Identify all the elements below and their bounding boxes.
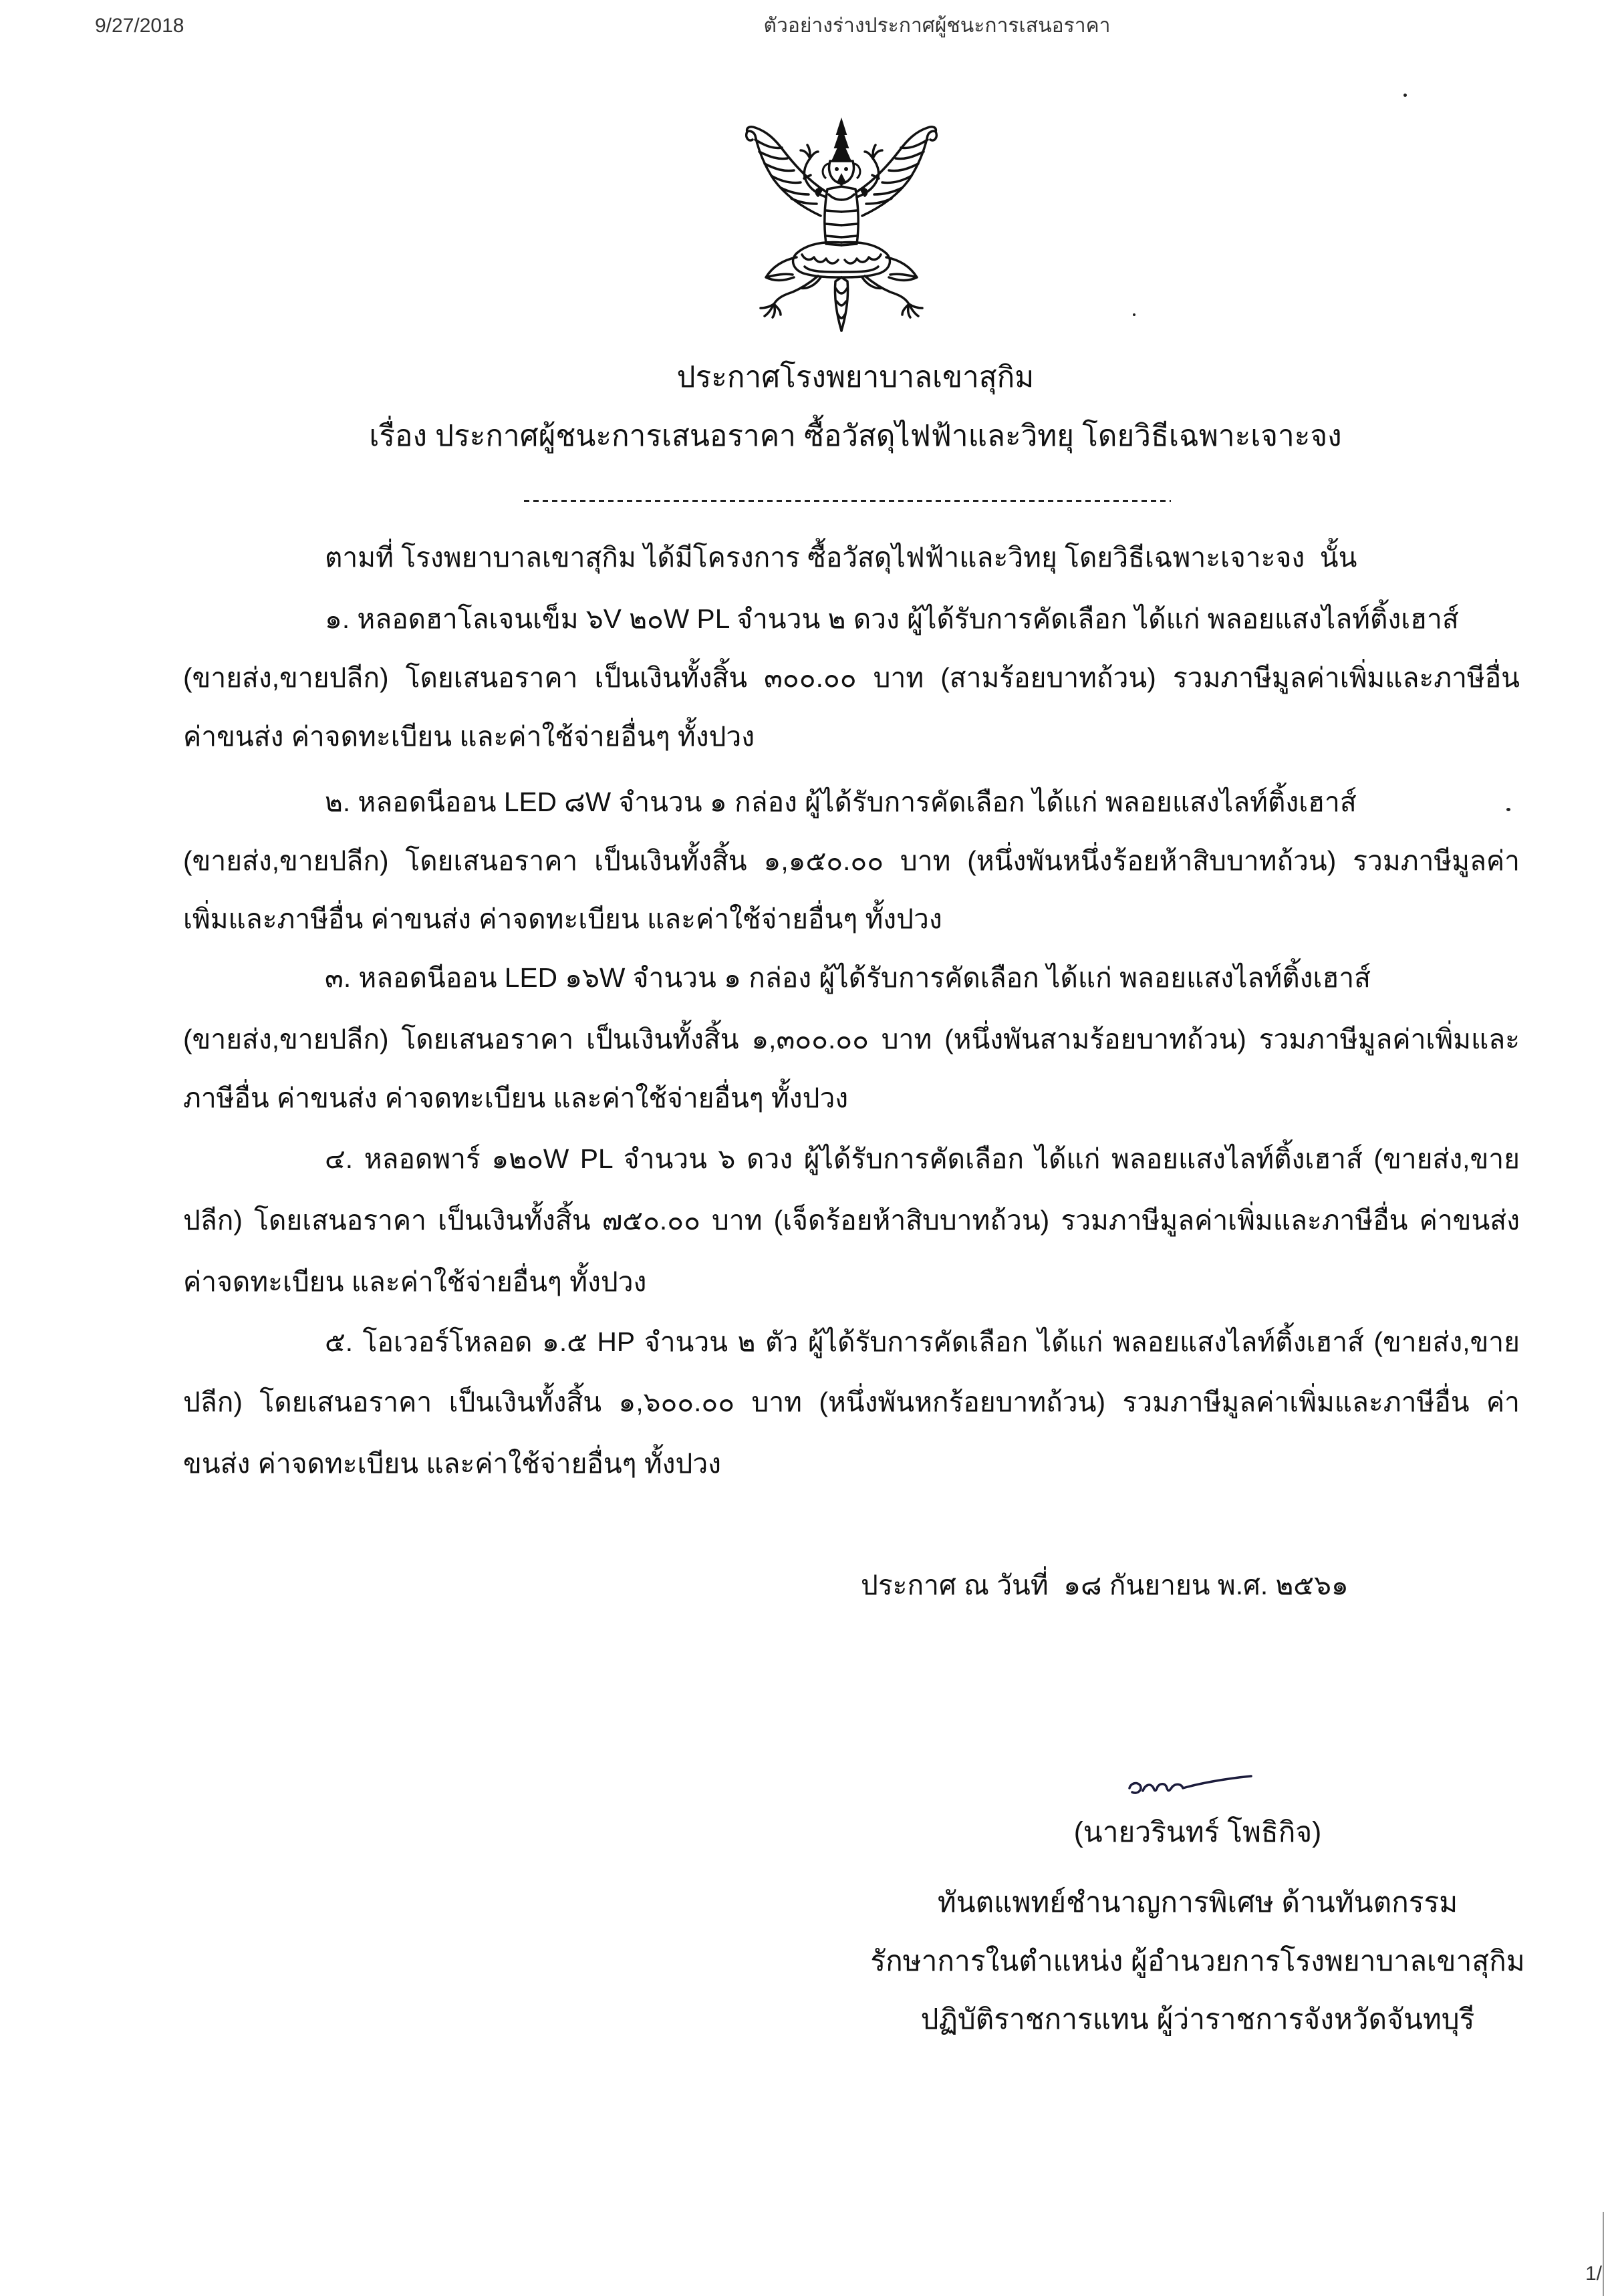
item-5-line-1: ๕. โอเวอร์โหลอด ๑.๕ HP จำนวน ๒ ตัว ผู้ได้รับการคัดเลือก ได้แก่ พลอยแสงไลท์ติ้งเฮาส์ (ขายส่ง,ขาย [325,1326,1520,1357]
item-2-line-3: เพิ่มและภาษีอื่น ค่าขนส่ง ค่าจดทะเบียน และค่าใช้จ่ายอื่นๆ ทั้งปวง [183,903,942,934]
page-number: 1/ [1585,2263,1603,2285]
intro-paragraph: ตามที่ โรงพยาบาลเขาสุกิม ได้มีโครงการ ซื้อวัสดุไฟฟ้าและวิทยุ โดยวิธีเฉพาะเจาะจง นั้น [325,542,1357,573]
announcement-title: ประกาศโรงพยาบาลเขาสุกิม [676,361,1035,394]
item-1-line-1: ๑. หลอดฮาโลเจนเข็ม ๖V ๒๐W PL จำนวน ๒ ดวง ผู้ได้รับการคัดเลือก ได้แก่ พลอยแสงไลท์ติ้งเฮาส์ [325,603,1459,634]
scan-speck [1506,808,1510,811]
item-1-line-3: ค่าขนส่ง ค่าจดทะเบียน และค่าใช้จ่ายอื่นๆ ทั้งปวง [183,721,755,752]
signatory-position: ทันตแพทย์ชำนาญการพิเศษ ด้านทันตกรรม [937,1886,1458,1918]
announcement-date: ประกาศ ณ วันที่ ๑๘ กันยายน พ.ศ. ๒๕๖๑ [861,1570,1349,1600]
handwritten-signature-icon [1123,1768,1256,1806]
item-3-line-2: (ขายส่ง,ขายปลีก) โดยเสนอราคา เป็นเงินทั้งสิ้น ๑,๓๐๐.๐๐ บาท (หนึ่งพันสามร้อยบาทถ้วน) รวมภาษีมูลค่าเพิ่มและ [183,1024,1520,1054]
item-4-line-2: ปลีก) โดยเสนอราคา เป็นเงินทั้งสิ้น ๗๕๐.๐๐ บาท (เจ็ดร้อยห้าสิบบาทถ้วน) รวมภาษีมูลค่าเพิ่มและภาษีอื่น ค่าขนส่ง [183,1205,1520,1236]
print-header-title: ตัวอย่างร่างประกาศผู้ชนะการเสนอราคา [763,15,1111,37]
signatory-on-behalf: ปฏิบัติราชการแทน ผู้ว่าราชการจังหวัดจันทบุรี [920,2003,1475,2035]
signatory-name: (นายวรินทร์ โพธิกิจ) [1073,1816,1322,1848]
item-4-line-3: ค่าจดทะเบียน และค่าใช้จ่ายอื่นๆ ทั้งปวง [183,1266,647,1297]
item-5-line-2: ปลีก) โดยเสนอราคา เป็นเงินทั้งสิ้น ๑,๖๐๐.๐๐ บาท (หนึ่งพันหกร้อยบาทถ้วน) รวมภาษีมูลค่าเพิ่มและภาษีอื่น ค่า [183,1387,1520,1417]
scan-edge-line [1603,2212,1604,2296]
item-5-line-3: ขนส่ง ค่าจดทะเบียน และค่าใช้จ่ายอื่นๆ ทั้งปวง [183,1448,722,1479]
scan-speck [1133,313,1135,316]
item-3-line-3: ภาษีอื่น ค่าขนส่ง ค่าจดทะเบียน และค่าใช้จ่ายอื่นๆ ทั้งปวง [183,1083,849,1113]
item-3-line-1: ๓. หลอดนีออน LED ๑๖W จำนวน ๑ กล่อง ผู้ได้รับการคัดเลือก ได้แก่ พลอยแสงไลท์ติ้งเฮาส์ [325,962,1371,993]
signatory-acting-role: รักษาการในตำแหน่ง ผู้อำนวยการโรงพยาบาลเขาสุกิม [870,1945,1525,1977]
dashed-separator [524,500,1171,502]
item-4-line-1: ๔. หลอดพาร์ ๑๒๐W PL จำนวน ๖ ดวง ผู้ได้รับการคัดเลือก ได้แก่ พลอยแสงไลท์ติ้งเฮาส์ (ขายส่ง,ขาย [325,1143,1520,1174]
item-2-line-1: ๒. หลอดนีออน LED ๘W จำนวน ๑ กล่อง ผู้ได้รับการคัดเลือก ได้แก่ พลอยแสงไลท์ติ้งเฮาส์ [325,786,1357,817]
print-date: 9/27/2018 [95,15,184,37]
garuda-emblem-icon [743,117,940,334]
announcement-subject: เรื่อง ประกาศผู้ชนะการเสนอราคา ซื้อวัสดุไฟฟ้าและวิทยุ โดยวิธีเฉพาะเจาะจง [369,420,1342,452]
item-1-line-2: (ขายส่ง,ขายปลีก) โดยเสนอราคา เป็นเงินทั้งสิ้น ๓๐๐.๐๐ บาท (สามร้อยบาทถ้วน) รวมภาษีมูลค่าเพิ่มและภาษีอื่น [183,662,1520,693]
item-2-line-2: (ขายส่ง,ขายปลีก) โดยเสนอราคา เป็นเงินทั้งสิ้น ๑,๑๕๐.๐๐ บาท (หนึ่งพันหนึ่งร้อยห้าสิบบาทถ้วน) รวมภาษีมูลค่า [183,845,1520,876]
scan-speck [1403,94,1407,97]
